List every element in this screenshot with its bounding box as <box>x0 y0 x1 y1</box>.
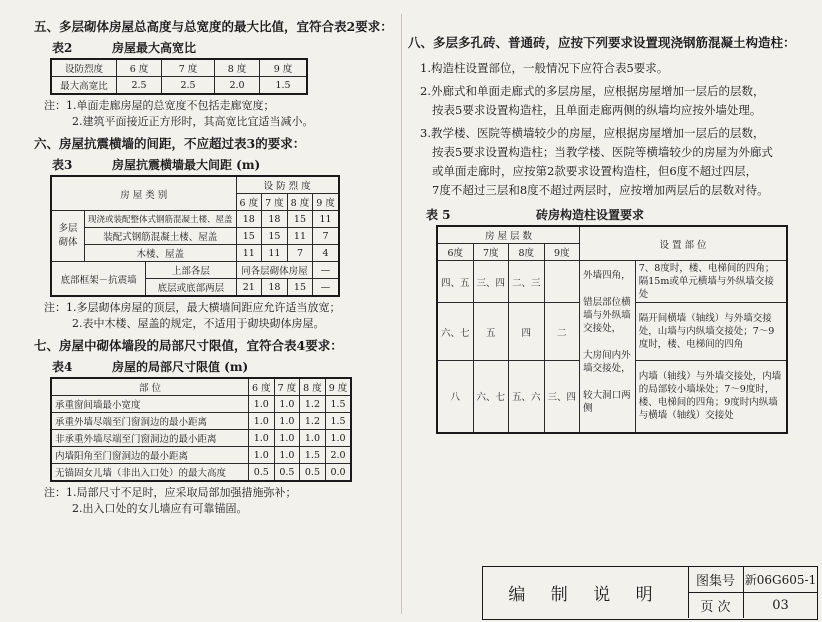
table-cell: 11 <box>236 245 262 262</box>
table-row <box>437 261 787 303</box>
table-3-number: 表3 <box>52 158 73 172</box>
table-cell: 1.5 <box>260 77 308 95</box>
table-cell: 15 <box>262 228 288 245</box>
table-cell: 1.0 <box>325 430 351 447</box>
table-cell: 0.0 <box>325 464 351 482</box>
table-cell: 4 <box>313 245 339 262</box>
table-cell: 无锚固女儿墙（非出入口处）的最大高度 <box>51 464 249 482</box>
table-cell: 八 <box>437 361 473 433</box>
table-2-title: 房屋最大高宽比 <box>112 41 197 55</box>
table-header: 房 屋 类 别 <box>51 176 236 211</box>
table-header: 6度 <box>437 244 473 261</box>
table-cell: 底部框架－抗震墙 <box>51 262 146 297</box>
paragraph-1 <box>420 59 813 78</box>
atlas-number-value: 新06G605-1 <box>744 567 817 593</box>
table-cell: 9 度 <box>260 59 308 77</box>
position-text: 较大洞口两侧 <box>583 390 631 414</box>
table-cell: 7 度 <box>162 59 215 77</box>
table-row <box>51 228 339 245</box>
table-cell: 四、五 <box>437 261 473 303</box>
table-2 <box>50 58 308 95</box>
table-row <box>51 262 339 279</box>
table-2-caption <box>34 39 394 56</box>
table-cell: 六、七 <box>437 303 473 361</box>
table-cell: 隔开间横墙（轴线）与外墙交接处，山墙与内纵墙交接处；7～9度时，楼、电梯间的四角 <box>635 303 787 361</box>
table-cell: 最大高宽比 <box>51 77 117 95</box>
table-row <box>51 59 307 77</box>
table-cell: 现浇或装配整体式钢筋混凝土楼、屋盖 <box>85 211 237 228</box>
table-cell: 五 <box>473 303 509 361</box>
paragraph-line: 或单面走廊时，应按第2款要求设置构造柱，但6度不超过四层， <box>432 164 758 178</box>
table-cell: 1.5 <box>325 396 351 413</box>
table-cell: 1.0 <box>249 447 275 464</box>
table-cell: 21 <box>236 279 262 297</box>
table-cell: 承重窗间墙最小宽度 <box>51 396 249 413</box>
table-cell: 0.5 <box>274 464 300 482</box>
note-line: 注：1.多层砌体房屋的顶层，最大横墙间距应允许适当放宽； <box>44 301 341 314</box>
table-row <box>437 226 787 244</box>
table-header: 9度 <box>544 244 580 261</box>
table-cell: — <box>313 279 339 297</box>
table-5-caption <box>408 206 813 223</box>
table-header: 8 度 <box>300 378 326 396</box>
table-cell <box>580 261 636 433</box>
table-header: 6 度 <box>249 378 275 396</box>
atlas-number-label: 图集号 <box>688 567 744 593</box>
table-cell: 6 度 <box>117 59 162 77</box>
table-4-title: 房屋的局部尺寸限值 (m) <box>112 360 249 374</box>
note-line: 注：1.单面走廊房屋的总宽度不包括走廊宽度； <box>44 99 275 112</box>
section-6-heading: 六、房屋抗震横墙的间距，不应超过表3的要求： <box>34 136 306 151</box>
table-cell: 1.5 <box>325 413 351 430</box>
table-cell: — <box>313 262 339 279</box>
table-cell: 内墙（轴线）与外墙交接处，内墙的局部较小墙垛处；7～9度时，楼、电梯间的四角；9度时内纵墙与横墙（轴线）交接处 <box>635 361 787 433</box>
table-cell: 四 <box>509 303 545 361</box>
table-cell: 18 <box>262 279 288 297</box>
table-4-number: 表4 <box>52 360 73 374</box>
table-cell: 三、四 <box>544 361 580 433</box>
table-cell: 2.5 <box>162 77 215 95</box>
table-cell: 1.0 <box>274 430 300 447</box>
table-row <box>51 378 351 396</box>
table-cell: 2.0 <box>215 77 260 95</box>
position-text: 外墙四角， <box>583 270 631 281</box>
table-cell: 15 <box>287 279 313 297</box>
table-cell: 1.2 <box>300 413 326 430</box>
table-cell: 0.5 <box>300 464 326 482</box>
paragraph-line: 3.教学楼、医院等横墙较少的房屋，应根据房屋增加一层后的层数， <box>420 126 765 140</box>
table-cell: 装配式钢筋混凝土楼、屋盖 <box>85 228 237 245</box>
left-column <box>34 18 394 522</box>
table-row <box>51 77 307 95</box>
table-cell: 内墙阳角至门窗洞边的最小距离 <box>51 447 249 464</box>
table-header: 设 防 烈 度 <box>236 176 339 194</box>
table-cell: 15 <box>236 228 262 245</box>
table-cell: 三、四 <box>473 261 509 303</box>
paragraph-line: 2.外廊式和单面走廊式的多层房屋，应根据房屋增加一层后的层数， <box>420 84 765 98</box>
table-cell: 7 <box>287 245 313 262</box>
table-row <box>51 176 339 194</box>
table-cell: 7、8度时，楼、电梯间的四角；隔15m或单元横墙与外纵墙交接处 <box>635 261 787 303</box>
table-cell: 11 <box>287 228 313 245</box>
table-2-number: 表2 <box>52 41 73 55</box>
table-cell: 1.0 <box>300 430 326 447</box>
table-cell: 上部各层 <box>146 262 236 279</box>
table-row <box>51 430 351 447</box>
right-column <box>408 34 813 434</box>
title-block-main: 编 制 说 明 <box>483 567 689 618</box>
paragraph-line: 按表5要求设置构造柱；当教学楼、医院等横墙较少的房屋为外廊式 <box>432 145 773 159</box>
table-3-notes <box>44 300 394 332</box>
table-cell: 二 <box>544 303 580 361</box>
table-5-title: 砖房构造柱设置要求 <box>536 208 645 222</box>
table-cell: 承重外墙尽端至门窗洞边的最小距离 <box>51 413 249 430</box>
title-block <box>482 566 818 620</box>
paragraph-line: 1.构造柱设置部位，一般情况下应符合表5要求。 <box>420 61 669 75</box>
note-line: 2.表中木楼、屋盖的规定，不适用于砌块砌体房屋。 <box>72 317 325 330</box>
table-cell: 1.0 <box>274 447 300 464</box>
table-cell: 15 <box>287 211 313 228</box>
table-row <box>51 447 351 464</box>
table-header: 7 度 <box>274 378 300 396</box>
table-header: 设 置 部 位 <box>580 226 787 261</box>
table-2-notes <box>44 98 394 130</box>
table-5 <box>436 225 788 434</box>
table-cell: 六、七 <box>473 361 509 433</box>
note-line: 2.建筑平面接近正方形时，其高宽比宜适当减小。 <box>72 115 314 128</box>
table-header: 9 度 <box>313 194 339 211</box>
table-header: 8 度 <box>287 194 313 211</box>
table-4 <box>50 377 352 482</box>
table-cell: 1.0 <box>249 396 275 413</box>
note-line: 2.出入口处的女儿墙应有可靠锚固。 <box>72 502 248 515</box>
table-header: 部 位 <box>51 378 249 396</box>
table-cell: 1.0 <box>249 430 275 447</box>
table-cell: 1.0 <box>249 413 275 430</box>
table-cell: 设防烈度 <box>51 59 117 77</box>
table-cell: 11 <box>262 245 288 262</box>
page-number-value: 03 <box>772 598 789 613</box>
page-number-label: 页 次 <box>688 593 744 618</box>
paragraph-2 <box>420 82 813 120</box>
table-3-title: 房屋抗震横墙最大间距 (m) <box>112 158 261 172</box>
table-header: 9 度 <box>325 378 351 396</box>
table-cell: 7 <box>313 228 339 245</box>
table-cell: 8 度 <box>215 59 260 77</box>
table-cell: 1.0 <box>274 396 300 413</box>
table-row <box>51 396 351 413</box>
table-cell <box>544 261 580 303</box>
table-header: 7度 <box>473 244 509 261</box>
table-header: 房 屋 层 数 <box>437 226 580 244</box>
section-7-heading: 七、房屋中砌体墙段的局部尺寸限值，宜符合表4要求： <box>34 338 343 353</box>
note-line: 注：1.局部尺寸不足时，应采取局部加强措施弥补； <box>44 486 297 499</box>
table-cell: 18 <box>262 211 288 228</box>
column-divider <box>401 14 402 614</box>
table-cell: 1.2 <box>300 396 326 413</box>
table-header: 6 度 <box>236 194 262 211</box>
table-3-caption <box>34 156 394 173</box>
paragraph-line: 7度不超过三层和8度不超过两层时，应按增加两层后的层数对待。 <box>432 183 769 197</box>
table-4-caption <box>34 358 394 375</box>
table-cell: 木楼、屋盖 <box>85 245 237 262</box>
table-3 <box>50 175 340 297</box>
table-row <box>51 245 339 262</box>
table-cell: 底层或底部两层 <box>146 279 236 297</box>
table-header: 8度 <box>509 244 545 261</box>
table-row <box>51 464 351 482</box>
table-cell: 1.5 <box>300 447 326 464</box>
table-cell: 多层砌体 <box>51 211 85 262</box>
table-cell: 二、三 <box>509 261 545 303</box>
position-text: 错层部位横墙与外纵墙交接处， <box>583 297 631 334</box>
paragraph-3 <box>420 124 813 200</box>
table-cell: 1.0 <box>274 413 300 430</box>
section-5-heading: 五、多层砌体房屋总高度与总宽度的最大比值，宜符合表2要求： <box>34 19 393 34</box>
table-row <box>51 211 339 228</box>
table-4-notes <box>44 485 394 517</box>
table-cell: 2.5 <box>117 77 162 95</box>
table-5-number: 表 5 <box>426 208 451 222</box>
position-text: 大房间内外墙交接处， <box>583 350 631 374</box>
table-cell: 五、六 <box>509 361 545 433</box>
table-header: 7 度 <box>262 194 288 211</box>
table-cell: 非承重外墙尽端至门窗洞边的最小距离 <box>51 430 249 447</box>
table-row <box>51 413 351 430</box>
table-cell: 0.5 <box>249 464 275 482</box>
table-cell: 2.0 <box>325 447 351 464</box>
table-cell: 18 <box>236 211 262 228</box>
section-8-heading: 八、多层多孔砖、普通砖，应按下列要求设置现浇钢筋混凝土构造柱： <box>408 35 796 50</box>
table-cell: 11 <box>313 211 339 228</box>
paragraph-line: 按表5要求设置构造柱，且单面走廊两侧的纵墙均应按外墙处理。 <box>432 103 762 117</box>
table-cell: 同各层砌体房屋 <box>236 262 313 279</box>
